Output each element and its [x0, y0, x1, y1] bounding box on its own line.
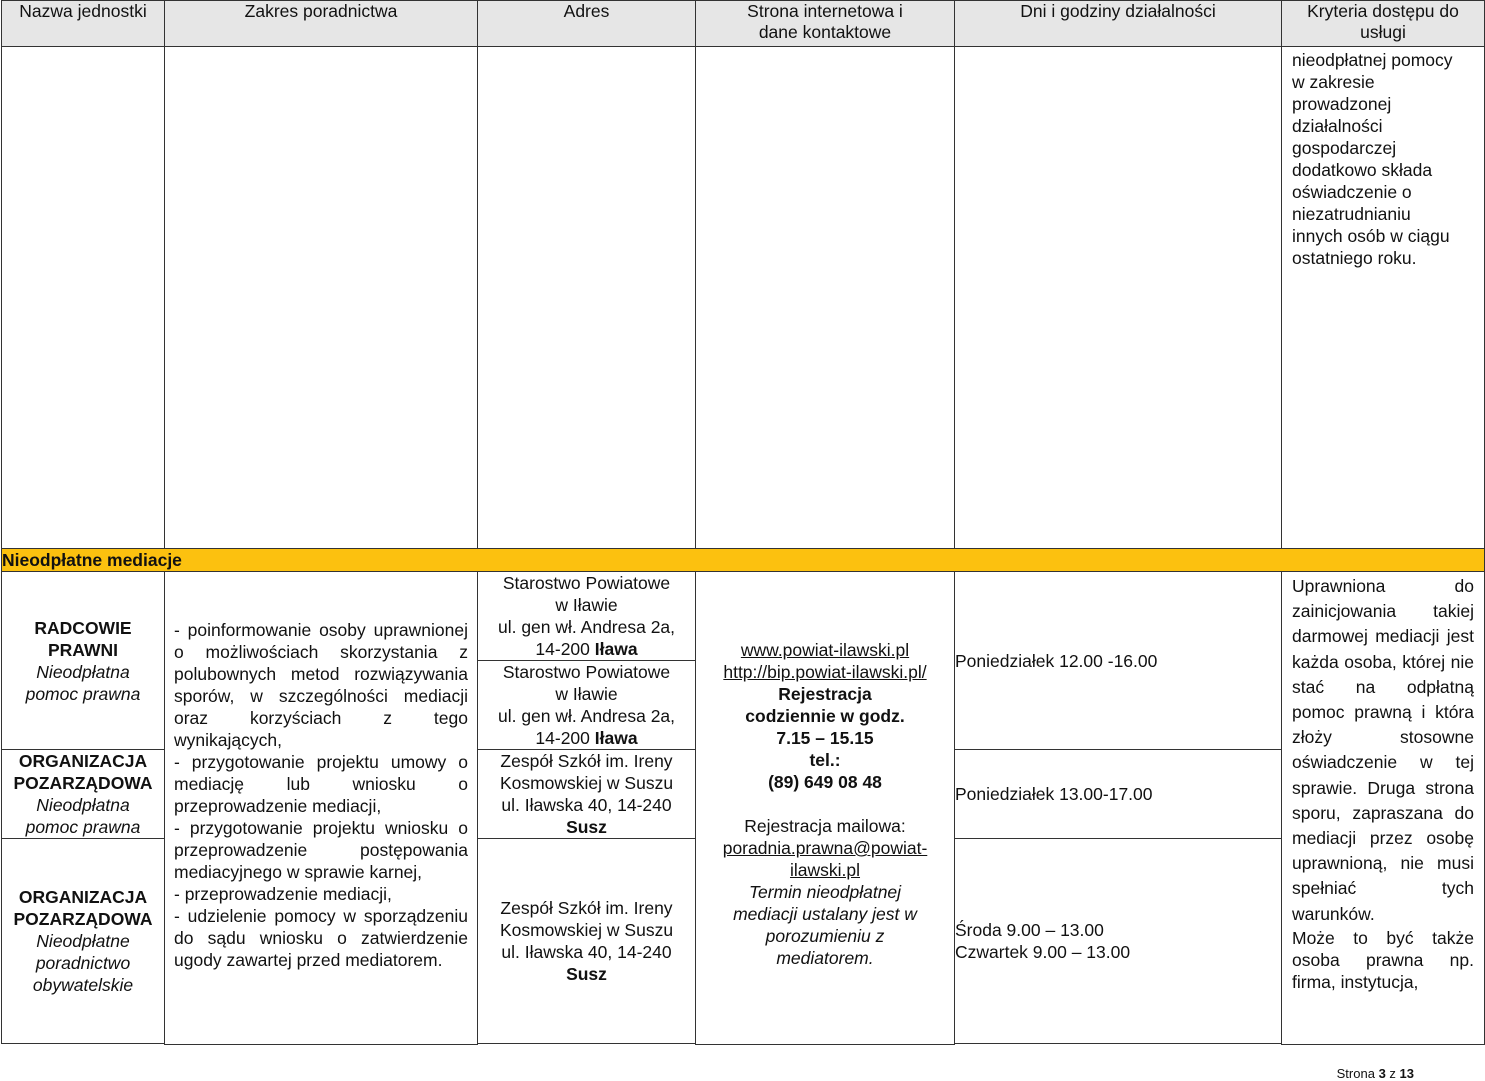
- unit-name-3: ORGANIZACJA POZARZĄDOWA Nieodpłatne poradnictwo obywatelskie: [2, 839, 165, 1044]
- header-row: [2, 1, 1485, 47]
- scope-cell: [165, 572, 478, 1045]
- bip-link[interactable]: http://bip.powiat-ilawski.pl/: [723, 662, 927, 682]
- criteria-cell: [1282, 572, 1485, 1045]
- scope-item: - przygotowanie projektu umowy o mediację lub wniosku o przeprowadzenie mediacji,: [174, 752, 468, 816]
- services-table: [1, 0, 1485, 1045]
- continuation-row: [2, 47, 1485, 549]
- criteria-text: Uprawniona do zainicjowania takiej darmowej mediacji jest każda osoba, której nie stać na odpłatną pomoc prawną i która złoży stosowne oświadczenie w tej sprawie. Druga strona sporu, zapraszana do mediacji przez osobę uprawnioną, nie musi spełniać tych warunków.: [1292, 576, 1474, 924]
- criteria-continuation: nieodpłatnej pomocy w zakresie prowadzonej działalności gospodarczej dodatkowo składa oświadczenie o niezatrudnianiu innych osób w ciągu ostatniego roku.: [1282, 47, 1485, 549]
- phone-number: (89) 649 08 48: [768, 772, 882, 792]
- address-cell-3: Zespół Szkół im. Ireny Kosmowskiej w Suszu ul. Iławska 40, 14-240 Susz: [478, 839, 696, 1044]
- hours-2: Poniedziałek 13.00-17.00: [955, 750, 1282, 839]
- scope-text: - poinformowanie osoby uprawnionej o możliwościach skorzystania z polubownych metod rozwiązywania sporów, w szczególności mediacji oraz korzyściach z tego wynikających,: [174, 620, 468, 750]
- scope-item: - przygotowanie projektu wniosku o przeprowadzenie postępowania mediacyjnego w sprawie karnej,: [174, 818, 468, 882]
- hours-3: Środa 9.00 – 13.00 Czwartek 9.00 – 13.00: [955, 839, 1282, 1044]
- scope-item: - udzielenie pomocy w sporządzeniu do sądu wniosku o zatwierdzenie ugody zawartej przed mediatorem.: [174, 906, 468, 970]
- scope-item: - przeprowadzenie mediacji,: [174, 884, 392, 904]
- contact-cell: www.powiat-ilawski.pl http://bip.powiat-ilawski.pl/ Rejestracja codziennie w godz. 7.15 – 15.15 tel.: (89) 649 08 48 Rejestracja mailowa: poradnia.prawna@powiat- ilawski.pl Termin nieodpłatnej mediacji ustalany jest w porozumieniu z mediatorem.: [696, 572, 955, 1045]
- header-criteria: Kryteria dostępu do usługi: [1282, 1, 1485, 47]
- header-website-contact: Strona internetowa i dane kontaktowe: [696, 1, 955, 47]
- section-row: [2, 549, 1485, 572]
- hours-1: Poniedziałek 12.00 -16.00: [955, 572, 1282, 750]
- page-footer: Strona 3 z 13: [1336, 1066, 1414, 1081]
- address-1a: Starostwo Powiatowe w Iławie ul. gen wł. Andresa 2a, 14-200 Iława: [478, 572, 695, 661]
- website-link[interactable]: www.powiat-ilawski.pl: [740, 640, 910, 660]
- address-cell-2: Zespół Szkół im. Ireny Kosmowskiej w Suszu ul. Iławska 40, 14-240 Susz: [478, 750, 696, 839]
- header-hours: Dni i godziny działalności: [955, 1, 1282, 47]
- header-address: Adres: [478, 1, 696, 47]
- unit-name-1: RADCOWIE PRAWNI Nieodpłatna pomoc prawna: [2, 572, 165, 750]
- section-title: Nieodpłatne mediacje: [2, 549, 1485, 572]
- address-cell-1: [478, 572, 696, 750]
- header-scope: Zakres poradnictwa: [165, 1, 478, 47]
- unit-name-2: ORGANIZACJA POZARZĄDOWA Nieodpłatna pomoc prawna: [2, 750, 165, 839]
- unit-row-1: [2, 572, 1485, 750]
- header-unit-name: Nazwa jednostki: [2, 1, 165, 47]
- address-1b: Starostwo Powiatowe w Iławie ul. gen wł. Andresa 2a, 14-200 Iława: [497, 662, 676, 748]
- criteria-text-2: Może to być także osoba prawna np. firma, instytucja,: [1292, 927, 1474, 992]
- email-link[interactable]: poradnia.prawna@powiat- ilawski.pl: [722, 838, 928, 880]
